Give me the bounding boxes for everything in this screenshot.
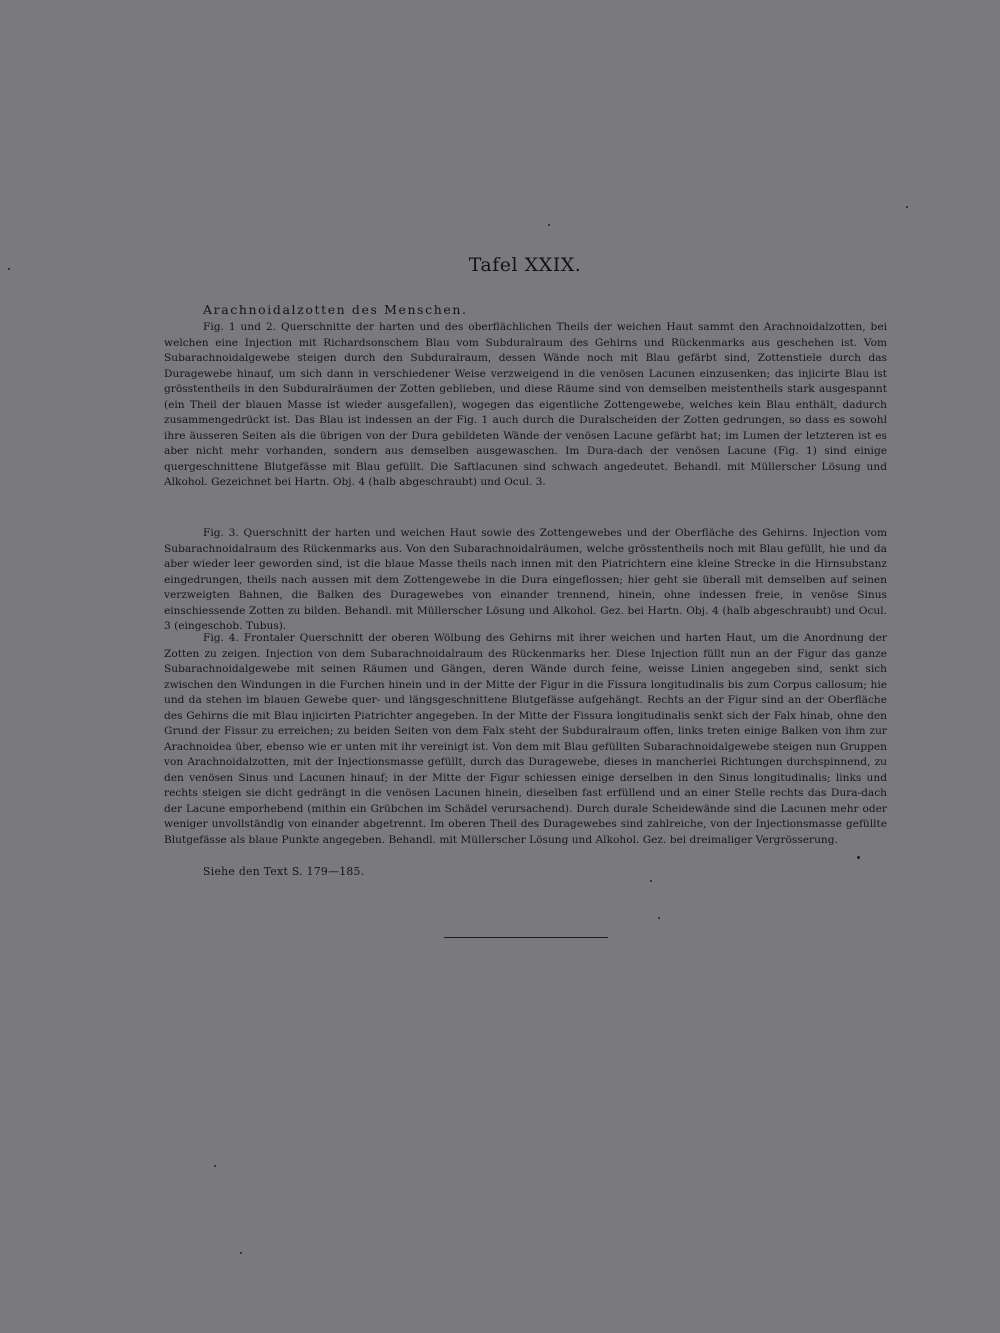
paper-speck [548,224,550,226]
paper-speck [650,880,652,882]
paper-speck [906,206,908,208]
paper-speck [658,917,660,919]
plate-title: Tafel XXIX. [468,254,582,276]
text-reference: Siehe den Text S. 179—185. [203,865,365,878]
paper-speck [8,268,10,270]
paper-speck [857,856,860,859]
paper-speck [214,1165,216,1167]
plate-subtitle: Arachnoidalzotten des Menschen. [203,302,468,317]
figure-description-1-2: Fig. 1 und 2. Querschnitte der harten und des oberflächlichen Theils der weichen Haut sammt den Arachnoidalzotten, bei welchen eine Injection mit Richardsonschem Blau vom Subduralraum des Gehirns und Rückenmarks aus geschehen ist. Vom Subarachnoidalgewebe steigen durch den Subduralraum, dessen Wände noch mit Blau gefärbt sind, Zottenstiele durch das Duragewebe hinauf, um sich dann in verschiedener Weise verzweigend in die venösen Lacunen einzusenken; das injicirte Blau ist grösstentheils in den Subduralräumen der Zotten geblieben, und diese Räume sind von demselben meistentheils stark ausgespannt (ein Theil der blauen Masse ist wieder ausgefallen), wogegen das eigentliche Zottengewebe, welches kein Blau enthält, dadurch zusammengedrückt ist. Das Blau ist indessen an der Fig. 1 auch durch die Duralscheiden der Zotten gedrungen, so dass es sowohl ihre äusseren Seiten als die übrigen von der Dura gebildeten Wände der venösen Lacune gefärbt hat; im Lumen der letzteren ist es aber nicht mehr vorhanden, sondern aus demselben ausgewaschen. Im Dura-dach der venösen Lacune (Fig. 1) sind einige quergeschnittene Blutgefässe mit Blau gefüllt. Die Saftlacunen sind schwach angedeutet. Behandl. mit Müllerscher Lösung und Alkohol. Gezeichnet bei Hartn. Obj. 4 (halb abgeschraubt) und Ocul. 3. [164,321,887,488]
paper-speck [240,1252,242,1254]
figure-description-3: Fig. 3. Querschnitt der harten und weichen Haut sowie des Zottengewebes und der Oberfläche des Gehirns. Injection vom Subarachnoidalraum des Rückenmarks aus. Von den Subarachnoidalräumen, welche grösstentheils noch mit Blau gefüllt, hie und da aber wieder leer geworden sind, ist die blaue Masse theils nach innen mit den Piatrichtern eine kleine Strecke in die Hirnsubstanz eingedrungen, theils nach aussen mit dem Zottengewebe in die Dura eingeflossen; hier geht sie überall mit demselben auf seinen verzweigten Bahnen, die Balken des Duragewebes von einander trennend, hinein, ohne indessen freie, in venöse Sinus einschiessende Zotten zu bilden. Behandl. mit Müllerscher Lösung und Alkohol. Gez. bei Hartn. Obj. 4 (halb abgeschraubt) und Ocul. 3 (eingeschob. Tubus). [164,527,887,632]
figure-description-4: Fig. 4. Frontaler Querschnitt der oberen Wölbung des Gehirns mit ihrer weichen und harten Haut, um die Anordnung der Zotten zu zeigen. Injection von dem Subarachnoidalraum des Rückenmarks her. Diese Injection füllt nun an der Figur das ganze Subarachnoidalgewebe mit seinen Räumen und Gängen, deren Wände durch feine, weisse Linien angegeben sind, senkt sich zwischen den Windungen in die Furchen hinein und in der Mitte der Figur in die Fissura longitudinalis bis zum Corpus callosum; hie und da stehen im blauen Gewebe quer- und längsgeschnittene Blutgefässe aufgehängt. Rechts an der Figur sind an der Oberfläche des Gehirns die mit Blau injicirten Piatrichter angegeben. In der Mitte der Fissura longitudinalis senkt sich der Falx hinab, ohne den Grund der Fissur zu erreichen; zu beiden Seiten von dem Falx steht der Subduralraum offen, links treten einige Balken von ihm zur Arachnoidea über, ebenso wie er unten mit ihr vereinigt ist. Von dem mit Blau gefüllten Subarachnoidalgewebe steigen nun Gruppen von Arachnoidalzotten, mit der Injectionsmasse gefüllt, durch das Duragewebe, dieses in mancherlei Richtungen durchspinnend, zu den venösen Sinus und Lacunen hinauf; in der Mitte der Figur schiessen einige derselben in den Sinus longitudinalis; links und rechts steigen sie dicht gedrängt in die venösen Lacunen hinein, dieselben fast erfüllend und an einer Stelle rechts das Dura-dach der Lacune emporhebend (mithin ein Grübchen im Schädel verursachend). Durch durale Scheidewände sind die Lacunen mehr oder weniger unvollständig von einander abgetrennt. Im oberen Theil des Duragewebes sind zahlreiche, von der Injectionsmasse gefüllte Blutgefässe als blaue Punkte angegeben. Behandl. mit Müllerscher Lösung und Alkohol. Gez. bei dreimaliger Vergrösserung. [164,632,887,846]
end-rule [444,937,608,938]
